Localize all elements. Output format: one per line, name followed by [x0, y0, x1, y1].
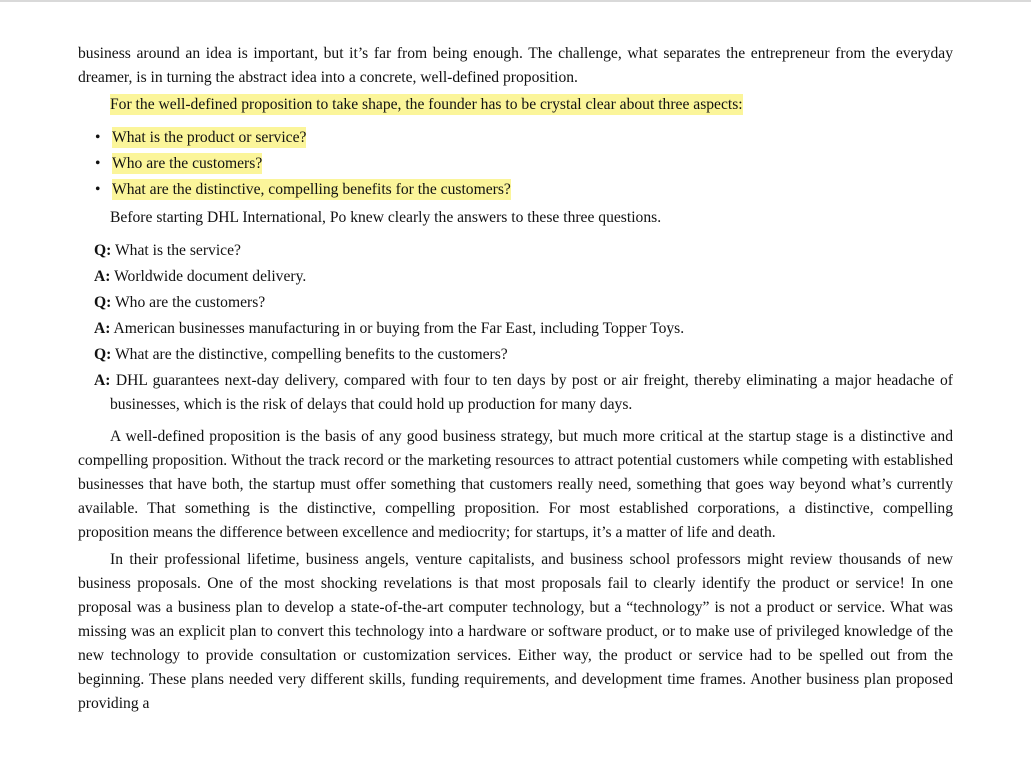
list-item — [78, 151, 953, 177]
bullet-icon: • — [95, 155, 101, 172]
qa-text: What are the distinctive, compelling benefits to the customers? — [111, 346, 508, 363]
qa-row — [94, 342, 953, 368]
qa-text: Who are the customers? — [111, 294, 266, 311]
qa-label: Q: — [94, 294, 112, 311]
paragraph-three-aspects — [78, 93, 953, 117]
list-item — [78, 125, 953, 151]
qa-list — [78, 238, 953, 417]
bullet-icon: • — [95, 129, 101, 146]
list-item — [78, 177, 953, 203]
page-top-border — [0, 0, 1031, 2]
qa-label: A: — [94, 320, 111, 337]
qa-label: Q: — [94, 242, 112, 259]
bullet-icon: • — [95, 181, 101, 198]
qa-row — [94, 290, 953, 316]
qa-text: What is the service? — [111, 242, 241, 259]
qa-row — [94, 238, 953, 264]
qa-label: Q: — [94, 346, 112, 363]
paragraph-dhl-intro: Before starting DHL International, Po knew clearly the answers to these three questions. — [110, 209, 662, 226]
highlighted-text: What are the distinctive, compelling benefits for the customers? — [112, 181, 511, 198]
qa-text: DHL guarantees next-day delivery, compared with four to ten days by post or air freight, thereby eliminating a major headache of businesses, which is the risk of delays that could hold up production for many days. — [110, 372, 953, 413]
paragraph-intro: business around an idea is important, but it’s far from being enough. The challenge, what separates the entrepreneur from the everyday dreamer, is in turning the abstract idea into a concrete, well-defined proposition. — [78, 45, 953, 86]
highlighted-text: For the well-defined proposition to take shape, the founder has to be crystal clear about three aspects: — [110, 96, 743, 113]
qa-label: A: — [94, 372, 111, 389]
aspects-bullet-list — [78, 125, 953, 203]
paragraph-business-proposals: In their professional lifetime, business angels, venture capitalists, and business school professors might review thousands of new business proposals. One of the most shocking revelations is that most proposals fail to clearly identify the product or service! In one proposal was a business plan to develop a state-of-the-art computer technology, but a “technology” is not a product or service. What was missing was an explicit plan to convert this technology into a hardware or software product, or to make use of privileged knowledge of the new technology to provide consultation or customization services. Either way, the product or service had to be spelled out from the beginning. These plans needed very different skills, funding requirements, and development time frames. Another business plan proposed providing a — [78, 551, 953, 712]
qa-row — [94, 316, 953, 342]
qa-row — [94, 264, 953, 290]
document-page — [78, 42, 953, 716]
highlighted-text: What is the product or service? — [112, 129, 307, 146]
qa-text: Worldwide document delivery. — [110, 268, 307, 285]
paragraph-proposition: A well-defined proposition is the basis of any good business strategy, but much more critical at the startup stage is a distinctive and compelling proposition. Without the track record or the marketing resources to attract potential customers while competing with established businesses that have both, the startup must offer something that customers really need, something that goes way beyond what’s currently available. That something is the distinctive, compelling proposition. For most established corporations, a distinctive, compelling proposition means the difference between excellence and mediocrity; for startups, it’s a matter of life and death. — [78, 428, 953, 541]
highlighted-text: Who are the customers? — [112, 155, 263, 172]
qa-text: American businesses manufacturing in or buying from the Far East, including Topper Toys. — [110, 320, 685, 337]
qa-label: A: — [94, 268, 111, 285]
qa-row — [94, 369, 953, 417]
